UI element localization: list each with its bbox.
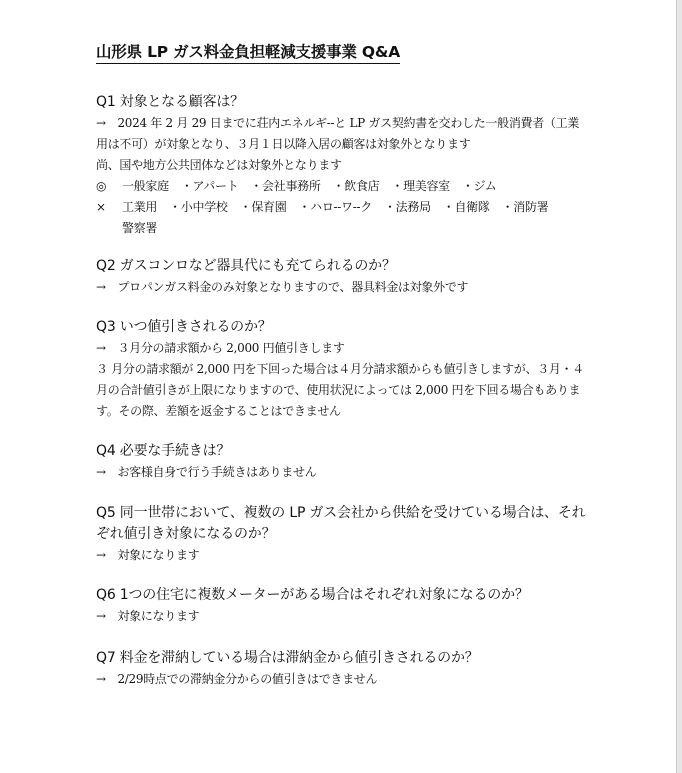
included-list [96, 176, 590, 197]
excluded-item: 工業用 [122, 200, 158, 214]
included-item: 一般家庭 [122, 179, 169, 193]
included-item: ・会社事務所 [250, 179, 321, 193]
answer-3-line-1: → ３月分の請求額から 2,000 円値引きします [96, 341, 345, 355]
question-4: Q4 必要な手続きは？ [96, 443, 231, 459]
excluded-item: ・ハロ--ワ--ク [298, 200, 372, 214]
excluded-item: ・法務局 [383, 200, 431, 214]
qa-item-5 [96, 503, 590, 566]
page-edge [677, 0, 682, 773]
answer-7: → 2/29時点での滞納金分からの値引きはできません [96, 672, 378, 686]
question-3: Q3 いつ値引きされるのか？ [96, 319, 272, 335]
qa-item-3 [96, 317, 590, 422]
excluded-item: 警察署 [122, 221, 158, 235]
question-6: Q6 1つの住宅に複数メーターがある場合はそれぞれ対象になるのか？ [96, 587, 529, 603]
qa-item-6 [96, 585, 590, 627]
qa-item-2 [96, 256, 590, 298]
included-item: ・理美容室 [391, 179, 450, 193]
answer-1-line-1: → 2024 年 2 月 29 日までに荘内エネルギ--と LP ガス契約書を交わした一般消費者（工業用は不可）が対象となり、３月１日以降入居の顧客は対象外となります [96, 116, 580, 151]
excluded-item: ・小中学校 [169, 200, 228, 214]
included-item: ・ジム [461, 179, 497, 193]
excluded-list [96, 197, 590, 239]
question-2: Q2 ガスコンロなど器具代にも充てられるのか？ [96, 258, 396, 274]
excluded-item: ・消防署 [501, 200, 549, 214]
document-title: 山形県 LP ガス料金負担軽減支援事業 Q&A [96, 40, 400, 64]
qa-item-4 [96, 441, 590, 483]
question-1: Q1 対象となる顧客は？ [96, 94, 244, 110]
answer-5: → 対象になります [96, 548, 200, 562]
answer-1-line-2: 尚、国や地方公共団体などは対象外となります [96, 158, 342, 172]
included-item: ・飲食店 [332, 179, 380, 193]
question-7: Q7 料金を滞納している場合は滞納金から値引きされるのか？ [96, 650, 479, 666]
included-mark: ◎ [96, 179, 107, 193]
excluded-item: ・保育園 [239, 200, 287, 214]
excluded-mark: × [96, 200, 106, 214]
answer-6: → 対象になります [96, 609, 200, 623]
answer-2: → プロパンガス料金のみ対象となりますので、器具料金は対象外です [96, 280, 469, 294]
question-5: Q5 同一世帯において、複数の LP ガス会社から供給を受けている場合は、それぞれ値引き対象になるのか？ [96, 505, 586, 542]
answer-4: → お客様自身で行う手続きはありません [96, 465, 317, 479]
excluded-item: ・自衛隊 [442, 200, 490, 214]
qa-item-7 [96, 648, 590, 690]
included-item: ・アパート [180, 179, 239, 193]
qa-item-1 [96, 92, 590, 239]
answer-3-line-2: ３ 月分の請求額が 2,000 円を下回った場合は４月分請求額からも値引きしますが、３月・４月の合計値引きが上限になりますので、使用状況によっては 2,000 円を下回る場合もあります。その際、差額を返金することはできません [96, 362, 585, 418]
